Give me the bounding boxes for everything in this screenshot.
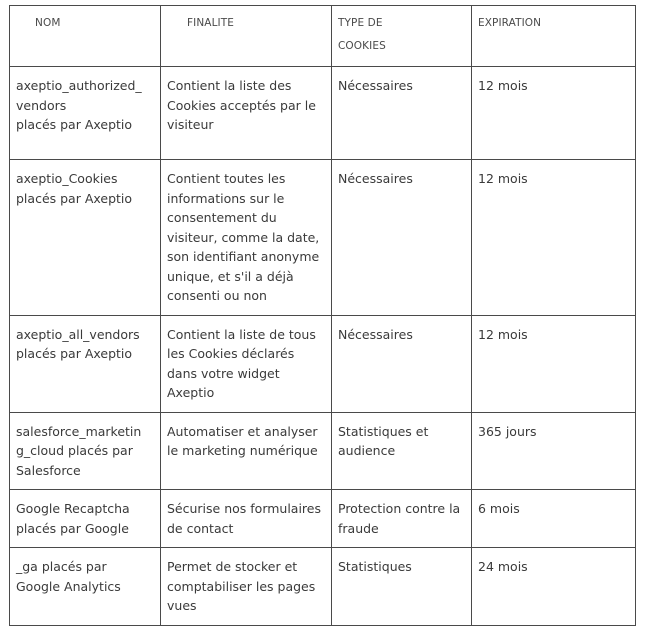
cell-nom: salesforce_marketin g_cloud placés par Salesforce bbox=[10, 412, 161, 490]
cell-finalite: Permet de stocker et comptabiliser les pages vues bbox=[161, 548, 332, 626]
table-row bbox=[10, 548, 636, 626]
cell-nom: axeptio_Cookies placés par Axeptio bbox=[10, 160, 161, 316]
cell-type: Nécessaires bbox=[332, 160, 472, 316]
cell-finalite: Contient toutes les informations sur le consentement du visiteur, comme la date, son identifiant anonyme unique, et s'il a déjà consenti ou non bbox=[161, 160, 332, 316]
cell-expiration: 365 jours bbox=[472, 412, 636, 490]
cell-expiration: 12 mois bbox=[472, 160, 636, 316]
cell-finalite: Contient la liste des Cookies acceptés par le visiteur bbox=[161, 67, 332, 160]
header-type-de-cookies: TYPE DE COOKIES bbox=[332, 6, 472, 67]
cell-expiration: 24 mois bbox=[472, 548, 636, 626]
cell-type: Statistiques et audience bbox=[332, 412, 472, 490]
cell-type: Nécessaires bbox=[332, 315, 472, 412]
cell-type: Nécessaires bbox=[332, 67, 472, 160]
cell-nom: _ga placés par Google Analytics bbox=[10, 548, 161, 626]
cell-nom: Google Recaptcha placés par Google bbox=[10, 490, 161, 548]
cell-expiration: 12 mois bbox=[472, 315, 636, 412]
header-nom: NOM bbox=[10, 6, 161, 67]
cell-finalite: Contient la liste de tous les Cookies déclarés dans votre widget Axeptio bbox=[161, 315, 332, 412]
cookie-table bbox=[9, 5, 636, 626]
cell-nom: axeptio_authorized_ vendors placés par Axeptio bbox=[10, 67, 161, 160]
cell-type: Protection contre la fraude bbox=[332, 490, 472, 548]
table-row bbox=[10, 490, 636, 548]
cell-type: Statistiques bbox=[332, 548, 472, 626]
cell-expiration: 12 mois bbox=[472, 67, 636, 160]
table-row bbox=[10, 315, 636, 412]
cell-finalite: Sécurise nos formulaires de contact bbox=[161, 490, 332, 548]
header-expiration: EXPIRATION bbox=[472, 6, 636, 67]
cell-nom: axeptio_all_vendors placés par Axeptio bbox=[10, 315, 161, 412]
table-row bbox=[10, 160, 636, 316]
header-finalite: FINALITE bbox=[161, 6, 332, 67]
cell-expiration: 6 mois bbox=[472, 490, 636, 548]
cell-finalite: Automatiser et analyser le marketing numérique bbox=[161, 412, 332, 490]
table-row bbox=[10, 67, 636, 160]
table-row bbox=[10, 412, 636, 490]
table-header-row bbox=[10, 6, 636, 67]
